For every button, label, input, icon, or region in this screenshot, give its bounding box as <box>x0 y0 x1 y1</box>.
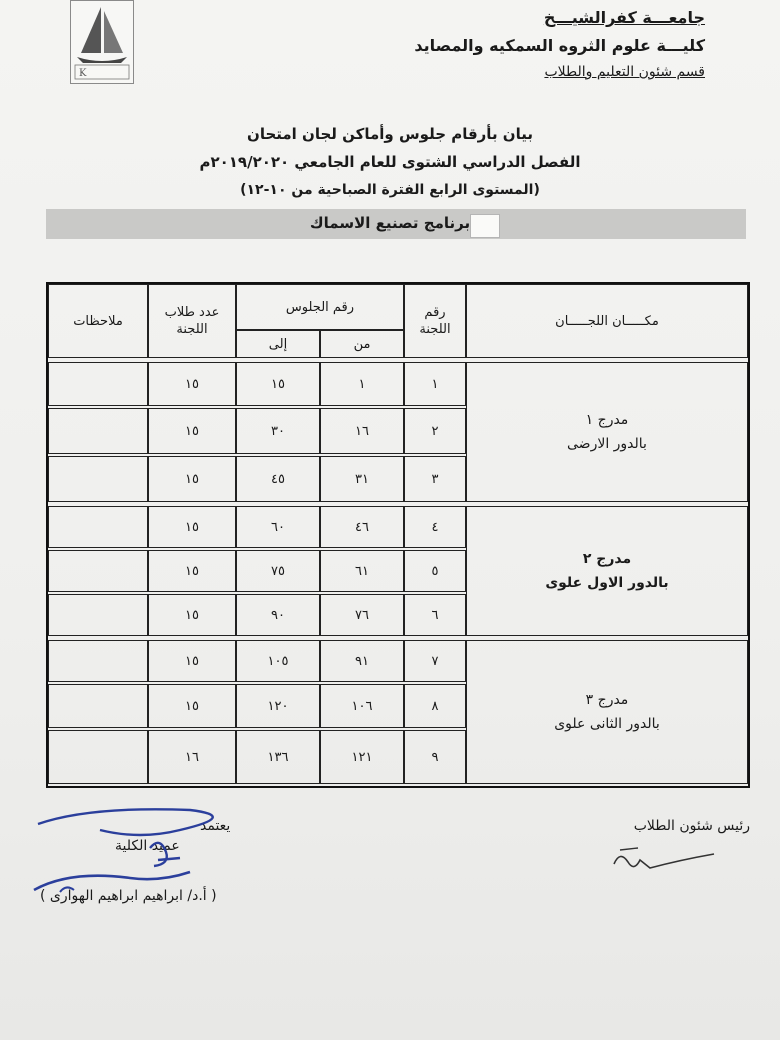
seat-from-cell: ٧٦ <box>320 594 404 636</box>
seat-to-cell: ٣٠ <box>236 408 320 454</box>
seat-to-cell: ٤٥ <box>236 456 320 502</box>
student-count-cell: ١٥ <box>148 684 236 728</box>
place-floor: بالدور الثانى علوى <box>554 716 660 732</box>
seat-to-cell: ٧٥ <box>236 550 320 592</box>
seat-to-cell: ٩٠ <box>236 594 320 636</box>
student-count-cell: ١٥ <box>148 456 236 502</box>
notes-cell <box>48 640 148 682</box>
university-name: جامعـــة كفرالشيـــخ <box>543 8 705 27</box>
header-committee-no: رقم اللجنة <box>404 284 466 358</box>
student-count-cell: ١٥ <box>148 408 236 454</box>
seat-from-cell: ٩١ <box>320 640 404 682</box>
seat-from-cell: ١٦ <box>320 408 404 454</box>
student-affairs-head-label: رئيس شئون الطلاب <box>633 818 750 834</box>
place-group-1 <box>466 362 748 502</box>
seat-from-cell: ١٢١ <box>320 730 404 784</box>
committee-number-cell: ٣ <box>404 456 466 502</box>
seat-to-cell: ١٣٦ <box>236 730 320 784</box>
place-hall: مدرج ١ <box>585 412 629 428</box>
program-name: برنامج تصنيع الاسماك <box>309 214 471 232</box>
faculty-name: كليـــة علوم الثروه السمكيه والمصايد <box>414 36 705 55</box>
dean-name: ( أ.د/ ابراهيم ابراهيم الهوارى ) <box>40 888 217 904</box>
committee-number-cell: ٥ <box>404 550 466 592</box>
approve-label: يعتمد <box>200 818 231 834</box>
university-logo <box>70 0 134 84</box>
seat-to-cell: ١٠٥ <box>236 640 320 682</box>
committee-number-cell: ١ <box>404 362 466 406</box>
student-count-cell: ١٦ <box>148 730 236 784</box>
notes-cell <box>48 730 148 784</box>
notes-cell <box>48 594 148 636</box>
header-student-count: عدد طلاب اللجنة <box>148 284 236 358</box>
semester-line: الفصل الدراسي الشتوى للعام الجامعي ٢٠١٩/٢٠٢٠م <box>199 153 581 171</box>
seat-from-cell: ٦١ <box>320 550 404 592</box>
seat-from-cell: ٣١ <box>320 456 404 502</box>
notes-cell <box>48 456 148 502</box>
department-name: قسم شئون التعليم والطلاب <box>544 64 705 80</box>
header-from: من <box>320 330 404 358</box>
place-floor: بالدور الارضى <box>567 436 647 452</box>
header-notes: ملاحظات <box>48 284 148 358</box>
level-period-line: (المستوى الرابع الفترة الصباحية من ١٠-١٢) <box>240 182 540 198</box>
committee-number-cell: ٤ <box>404 506 466 548</box>
seat-from-cell: ٤٦ <box>320 506 404 548</box>
seat-from-cell: ١٠٦ <box>320 684 404 728</box>
student-count-cell: ١٥ <box>148 362 236 406</box>
seat-to-cell: ١٢٠ <box>236 684 320 728</box>
committee-number-cell: ٢ <box>404 408 466 454</box>
place-group-2 <box>466 506 748 636</box>
notes-cell <box>48 362 148 406</box>
notes-cell <box>48 506 148 548</box>
committees-table <box>46 282 750 788</box>
place-hall: مدرج ٢ <box>582 551 632 567</box>
place-floor: بالدور الاول علوى <box>545 575 669 591</box>
dean-label: عميد الكلية <box>115 838 180 854</box>
seat-to-cell: ١٥ <box>236 362 320 406</box>
committee-number-cell: ٨ <box>404 684 466 728</box>
seat-to-cell: ٦٠ <box>236 506 320 548</box>
notes-cell <box>48 684 148 728</box>
student-count-cell: ١٥ <box>148 594 236 636</box>
notes-cell <box>48 408 148 454</box>
svg-text:K: K <box>79 68 87 79</box>
sailboat-logo-icon <box>71 1 133 83</box>
header-seat-no: رقم الجلوس <box>236 284 404 330</box>
place-hall: مدرج ٣ <box>585 692 629 708</box>
student-count-cell: ١٥ <box>148 640 236 682</box>
document-title: بيان بأرقام جلوس وأماكن لجان امتحان <box>247 125 533 143</box>
student-count-cell: ١٥ <box>148 506 236 548</box>
student-count-cell: ١٥ <box>148 550 236 592</box>
seat-from-cell: ١ <box>320 362 404 406</box>
committee-number-cell: ٩ <box>404 730 466 784</box>
head-signature-icon <box>610 842 720 878</box>
header-to: إلى <box>236 330 320 358</box>
notes-cell <box>48 550 148 592</box>
committee-number-cell: ٧ <box>404 640 466 682</box>
header-place: مكـــــان اللجـــــان <box>466 284 748 358</box>
committee-number-cell: ٦ <box>404 594 466 636</box>
place-group-3 <box>466 640 748 784</box>
